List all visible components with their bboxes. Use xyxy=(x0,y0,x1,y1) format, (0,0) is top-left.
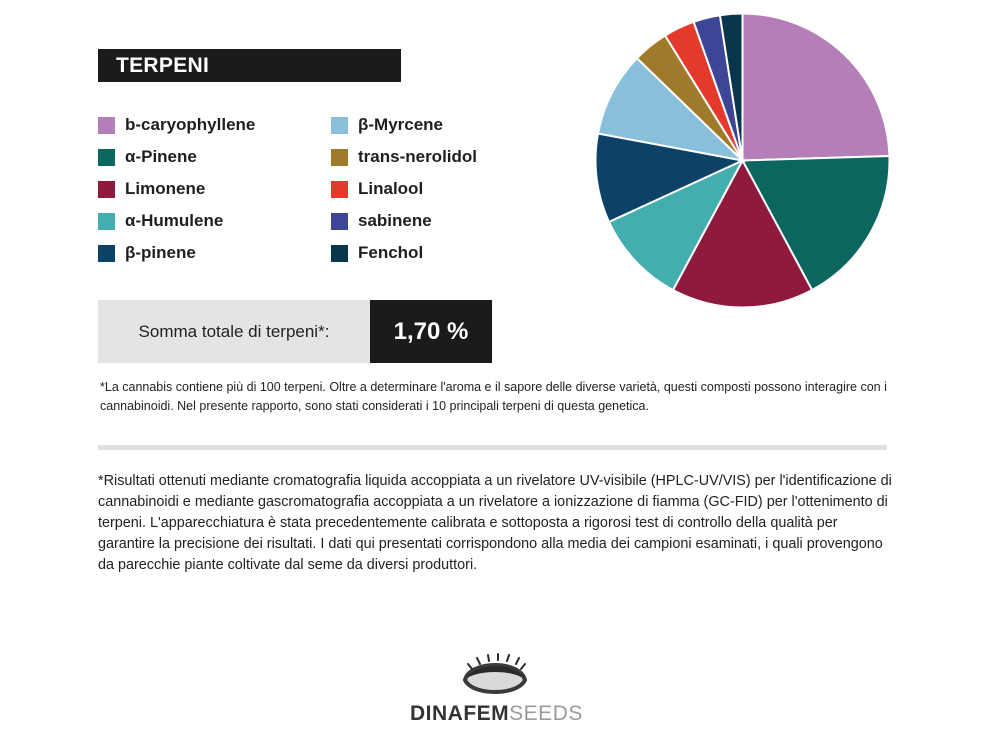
legend-swatch xyxy=(98,213,115,230)
pie-slice-0 xyxy=(743,14,890,161)
legend-item xyxy=(98,114,255,136)
legend-label: α-Humulene xyxy=(125,211,224,230)
legend-label: Linalool xyxy=(358,179,424,198)
chart-legend xyxy=(98,114,518,274)
section-title: TERPENI xyxy=(98,49,401,82)
legend-item xyxy=(331,146,477,168)
pie-svg xyxy=(590,8,895,313)
methodology-note: *Risultati ottenuti mediante cromatografia liquida accoppiata a un rivelatore UV-visibile (HPLC-UV/VIS) per l'identificazione di cannabinoidi e mediante gascromatografia accoppiata a un rivelatore a ionizzazione di fiamma (GC-FID) per l'ottenimento di terpeni. L'apparecchiatura è stata precedentemente calibrata e sottoposta a rigorosi test di controllo della qualità per garantire la precisione dei risultati. I dati qui presentati corrispondono alla media dei campioni esaminati, i quali provengono da parecchie piante coltivate dal seme da diversi produttori. xyxy=(98,473,892,573)
brand-wordmark xyxy=(410,702,583,726)
legend-swatch xyxy=(98,149,115,166)
legend-swatch xyxy=(98,181,115,198)
legend-label: β-Myrcene xyxy=(358,115,444,134)
legend-item xyxy=(331,178,423,200)
legend-label: sabinene xyxy=(358,211,432,230)
legend-label: Limonene xyxy=(125,179,206,198)
terpene-total-label: Somma totale di terpeni*: xyxy=(138,321,330,341)
legend-item xyxy=(98,178,205,200)
legend-swatch xyxy=(331,149,348,166)
legend-swatch xyxy=(331,245,348,262)
legend-item xyxy=(98,146,197,168)
terpene-footnote: *La cannabis contiene più di 100 terpeni. Oltre a determinare l'aroma e il sapore delle diverse varietà, questi composti possono interagire con i cannabinoidi. Nel presente rapporto, sono stati considerati i 10 principali terpeni di questa genetica. xyxy=(100,380,887,413)
legend-swatch xyxy=(331,181,348,198)
legend-item xyxy=(98,242,196,264)
legend-label: β-pinene xyxy=(125,243,196,262)
brand-name-dark: DINAFEM xyxy=(410,702,510,725)
legend-swatch xyxy=(331,213,348,230)
legend-swatch xyxy=(98,117,115,134)
seed-eye-icon xyxy=(410,652,580,702)
legend-item xyxy=(331,114,443,136)
terpene-total-label-box xyxy=(98,300,370,363)
legend-label: Fenchol xyxy=(358,243,424,262)
terpene-total-value: 1,70 % xyxy=(370,300,492,363)
legend-item xyxy=(331,242,423,264)
terpene-pie-chart xyxy=(590,8,895,313)
brand-name-light: SEEDS xyxy=(509,702,583,725)
legend-swatch xyxy=(98,245,115,262)
section-divider xyxy=(98,445,887,450)
dinafem-logo xyxy=(410,652,583,728)
legend-item xyxy=(331,210,432,232)
legend-label: b-caryophyllene xyxy=(125,115,256,134)
legend-item xyxy=(98,210,223,232)
legend-swatch xyxy=(331,117,348,134)
legend-label: α-Pinene xyxy=(125,147,197,166)
legend-label: trans-nerolidol xyxy=(358,147,478,166)
